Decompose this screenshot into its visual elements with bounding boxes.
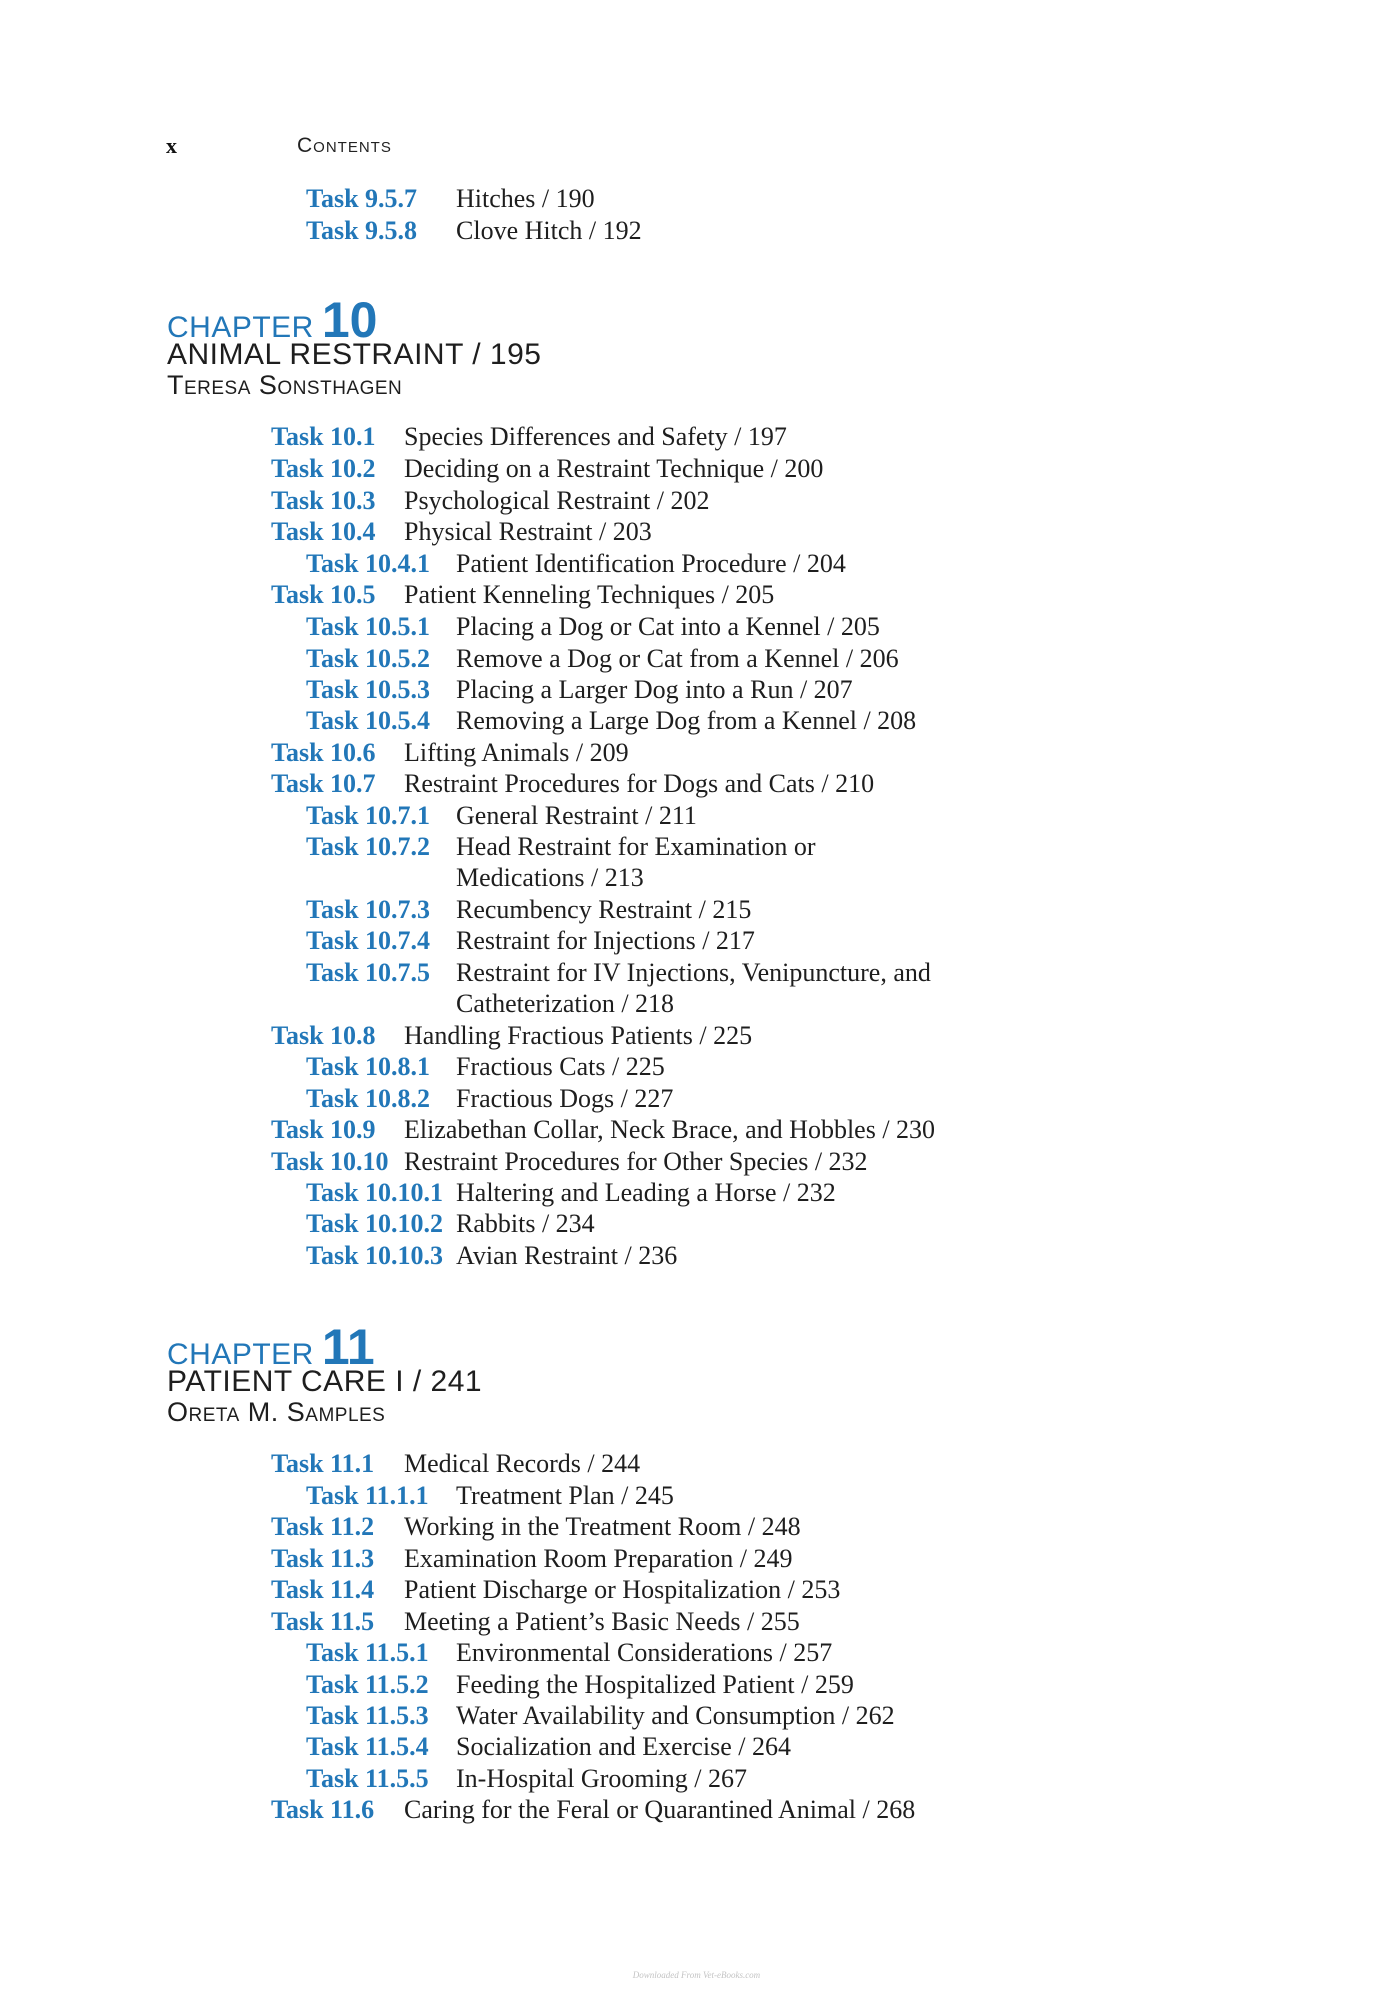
task-number: Task 11.2 xyxy=(271,1512,375,1541)
task-number: Task 10.10 xyxy=(271,1147,389,1176)
task-number: Task 11.5.2 xyxy=(306,1670,429,1699)
task-title: Restraint Procedures for Dogs and Cats / 210 xyxy=(404,769,875,798)
task-title: Treatment Plan / 245 xyxy=(456,1481,674,1510)
task-number: Task 10.7 xyxy=(271,769,376,798)
task-number: Task 10.8.2 xyxy=(306,1084,431,1113)
running-head: Contents xyxy=(297,134,392,157)
task-number: Task 11.4 xyxy=(271,1575,375,1604)
chapter-title[interactable]: PATIENT CARE I / 241 xyxy=(167,1365,483,1398)
task-title: Catheterization / 218 xyxy=(456,989,675,1018)
task-title: Deciding on a Restraint Technique / 200 xyxy=(404,454,824,483)
task-number: Task 11.6 xyxy=(271,1795,375,1824)
task-title: Rabbits / 234 xyxy=(456,1209,595,1238)
task-title: Restraint Procedures for Other Species / 232 xyxy=(404,1147,868,1176)
task-number: Task 10.7.1 xyxy=(306,801,431,830)
chapter-word: CHAPTER xyxy=(167,1338,314,1371)
task-number: Task 10.5.2 xyxy=(306,644,431,673)
task-number: Task 10.1 xyxy=(271,422,376,451)
task-number: Task 10.3 xyxy=(271,486,376,515)
task-title: Medical Records / 244 xyxy=(404,1449,641,1478)
task-number: Task 10.5.4 xyxy=(306,706,431,735)
task-title: Placing a Larger Dog into a Run / 207 xyxy=(456,675,853,704)
task-title: Patient Kenneling Techniques / 205 xyxy=(404,580,775,609)
page-number: x xyxy=(166,133,177,158)
task-number: Task 10.5.3 xyxy=(306,675,431,704)
task-title: Water Availability and Consumption / 262 xyxy=(456,1701,895,1730)
task-number: Task 10.10.3 xyxy=(306,1241,444,1270)
task-title: Socialization and Exercise / 264 xyxy=(456,1732,792,1761)
task-number: Task 10.8 xyxy=(271,1021,376,1050)
task-title: Lifting Animals / 209 xyxy=(404,738,629,767)
task-title: Avian Restraint / 236 xyxy=(456,1241,678,1270)
chapter-title[interactable]: ANIMAL RESTRAINT / 195 xyxy=(167,338,542,371)
task-number: Task 10.9 xyxy=(271,1115,376,1144)
task-title: Remove a Dog or Cat from a Kennel / 206 xyxy=(456,644,899,673)
task-title: Environmental Considerations / 257 xyxy=(456,1638,833,1667)
download-watermark: Downloaded From Vet-eBooks.com xyxy=(632,1970,761,1980)
task-title: Fractious Cats / 225 xyxy=(456,1052,665,1081)
task-number: Task 10.5 xyxy=(271,580,376,609)
task-title: Placing a Dog or Cat into a Kennel / 205 xyxy=(456,612,880,641)
task-title: Species Differences and Safety / 197 xyxy=(404,422,787,451)
task-title: Physical Restraint / 203 xyxy=(404,517,652,546)
task-number: Task 10.7.3 xyxy=(306,895,431,924)
task-number: Task 9.5.8 xyxy=(306,216,418,245)
task-number: Task 10.7.4 xyxy=(306,926,431,955)
chapter-word: CHAPTER xyxy=(167,311,314,344)
task-number: Task 10.6 xyxy=(271,738,376,767)
chapter-author: Teresa Sonsthagen xyxy=(167,370,403,400)
task-number: Task 11.1 xyxy=(271,1449,375,1478)
task-number: Task 11.5 xyxy=(271,1607,375,1636)
task-number: Task 11.5.1 xyxy=(306,1638,429,1667)
task-number: Task 11.3 xyxy=(271,1544,375,1573)
task-title: Patient Identification Procedure / 204 xyxy=(456,549,846,578)
task-title: Psychological Restraint / 202 xyxy=(404,486,710,515)
task-title: Recumbency Restraint / 215 xyxy=(456,895,752,924)
task-title: Haltering and Leading a Horse / 232 xyxy=(456,1178,836,1207)
task-number: Task 10.5.1 xyxy=(306,612,431,641)
task-title: Handling Fractious Patients / 225 xyxy=(404,1021,753,1050)
task-number: Task 11.1.1 xyxy=(306,1481,429,1510)
task-title: General Restraint / 211 xyxy=(456,801,697,830)
task-title: Medications / 213 xyxy=(456,863,644,892)
task-number: Task 10.4.1 xyxy=(306,549,431,578)
task-number: Task 10.7.5 xyxy=(306,958,431,987)
task-number: Task 10.10.1 xyxy=(306,1178,444,1207)
task-number: Task 11.5.5 xyxy=(306,1764,429,1793)
task-title: Head Restraint for Examination or xyxy=(456,832,816,861)
task-number: Task 10.7.2 xyxy=(306,832,431,861)
task-title: Meeting a Patient’s Basic Needs / 255 xyxy=(404,1607,800,1636)
task-title: Removing a Large Dog from a Kennel / 208 xyxy=(456,706,917,735)
task-title: Caring for the Feral or Quarantined Animal / 268 xyxy=(404,1795,916,1824)
task-title: Examination Room Preparation / 249 xyxy=(404,1544,793,1573)
task-title: In-Hospital Grooming / 267 xyxy=(456,1764,748,1793)
task-number: Task 10.4 xyxy=(271,517,376,546)
task-title: Clove Hitch / 192 xyxy=(456,216,642,245)
task-title: Restraint for IV Injections, Venipuncture, and xyxy=(456,958,931,987)
chapter-number: 11 xyxy=(321,1319,375,1375)
task-number: Task 11.5.3 xyxy=(306,1701,429,1730)
chapter-number: 10 xyxy=(321,292,378,348)
task-number: Task 9.5.7 xyxy=(306,184,418,213)
task-title: Working in the Treatment Room / 248 xyxy=(404,1512,801,1541)
chapter-author: Oreta M. Samples xyxy=(167,1397,386,1427)
task-title: Elizabethan Collar, Neck Brace, and Hobbles / 230 xyxy=(404,1115,936,1144)
task-title: Restraint for Injections / 217 xyxy=(456,926,755,955)
task-title: Feeding the Hospitalized Patient / 259 xyxy=(456,1670,854,1699)
task-number: Task 10.2 xyxy=(271,454,376,483)
task-title: Patient Discharge or Hospitalization / 253 xyxy=(404,1575,841,1604)
task-number: Task 10.8.1 xyxy=(306,1052,431,1081)
task-number: Task 11.5.4 xyxy=(306,1732,429,1761)
task-number: Task 10.10.2 xyxy=(306,1209,444,1238)
task-title: Fractious Dogs / 227 xyxy=(456,1084,674,1113)
task-title: Hitches / 190 xyxy=(456,184,595,213)
